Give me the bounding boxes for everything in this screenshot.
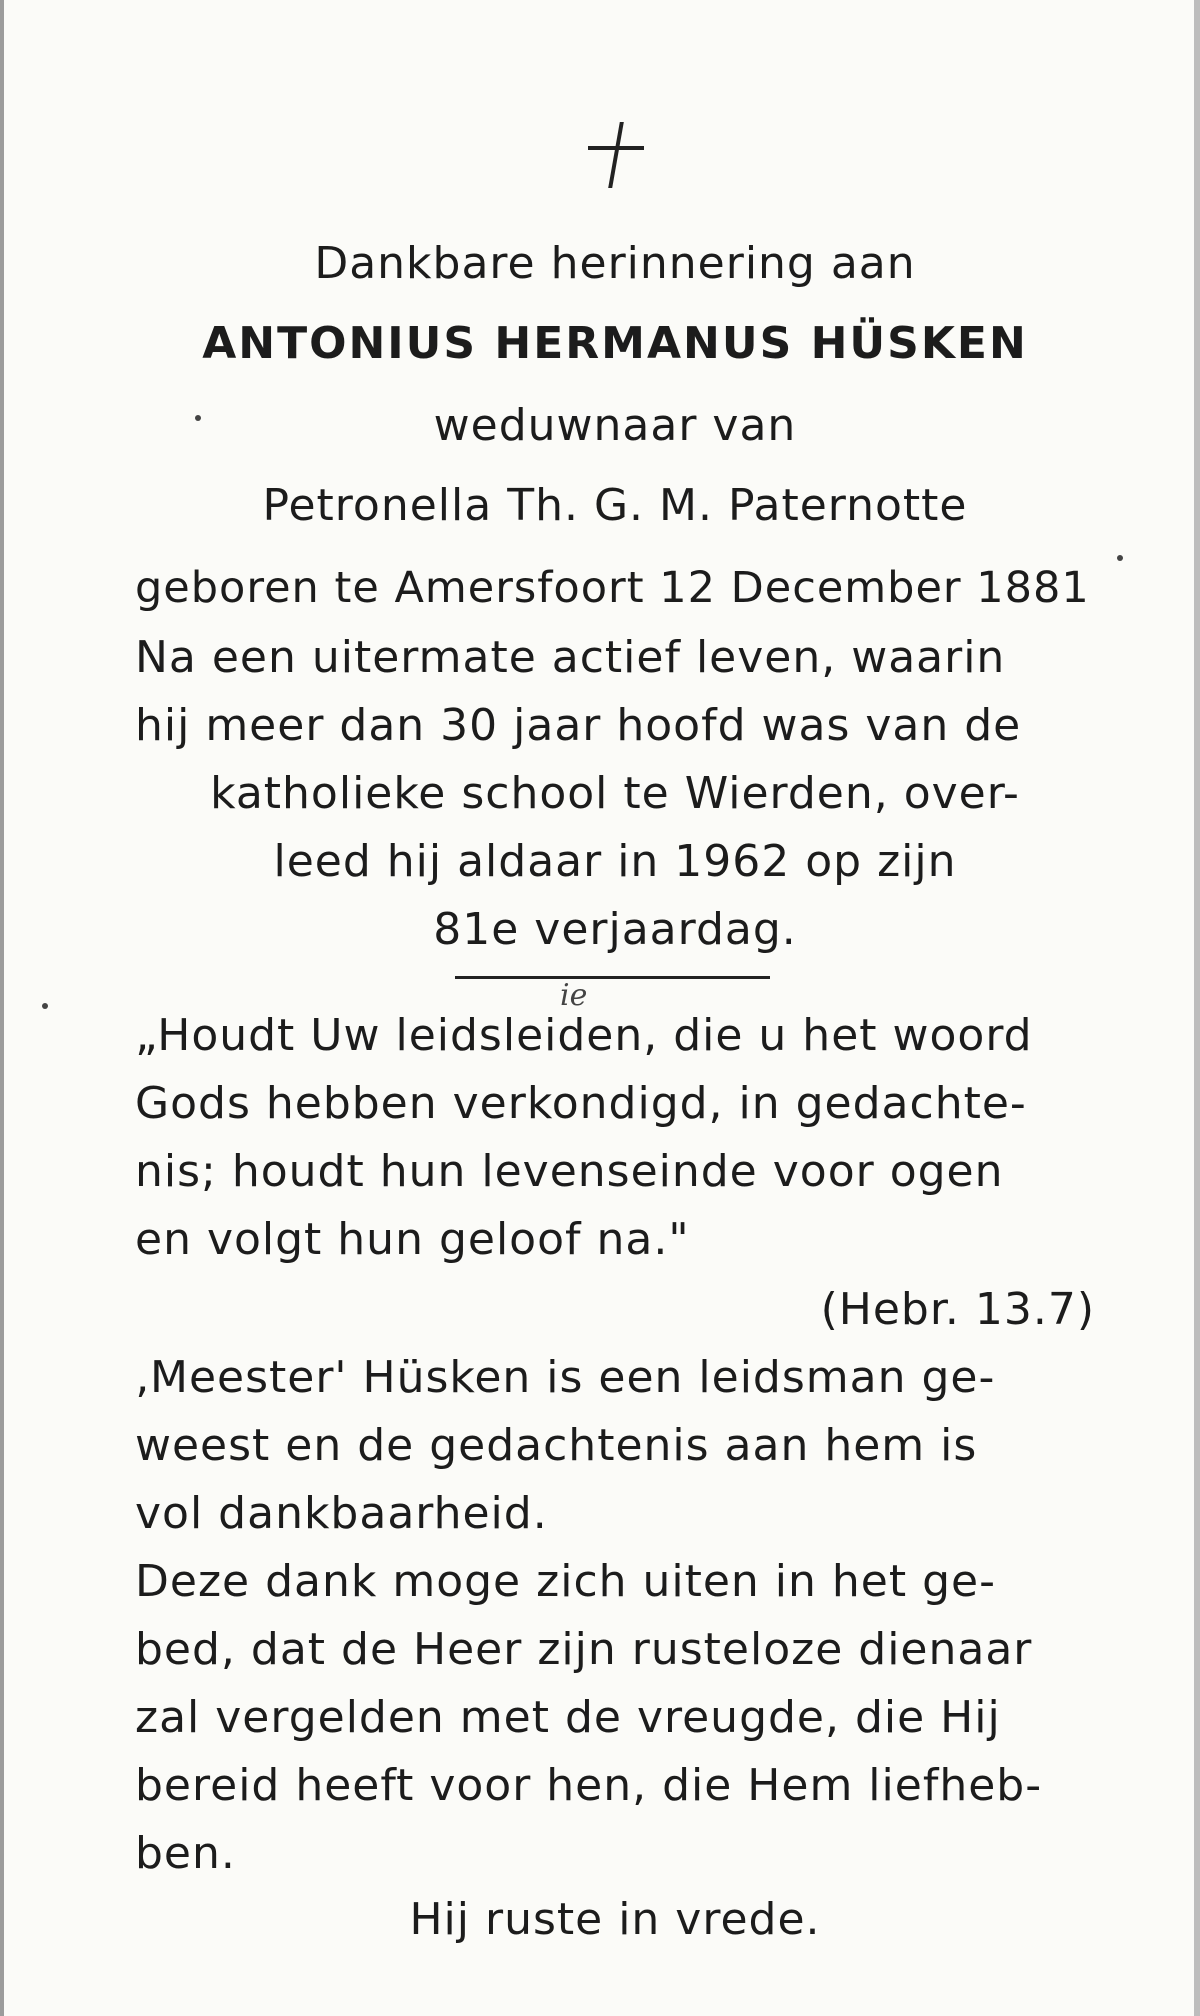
quote-line: en volgt hun geloof na." — [135, 1214, 690, 1265]
birth-text: geboren te Amersfoort 12 December 1881 — [135, 563, 1090, 613]
closing-text: Hij ruste in vrede. — [409, 1894, 821, 1945]
tribute-line: ‚Meester' Hüsken is een leidsman ge- — [135, 1352, 996, 1403]
quote-line: Gods hebben verkondigd, in gedachte- — [135, 1078, 1027, 1129]
spouse-name: Petronella Th. G. M. Paternotte — [262, 480, 968, 531]
tribute-line: weest en de gedachtenis aan hem is — [135, 1420, 978, 1471]
life-line: Na een uitermate actief leven, waarin — [135, 632, 1006, 683]
card-left-edge — [0, 0, 4, 2016]
divider-rule — [455, 976, 770, 979]
tribute-line: vol dankbaarheid. — [135, 1488, 548, 1539]
prayer-line: ben. — [135, 1828, 236, 1879]
print-speck — [42, 1003, 48, 1009]
print-speck — [1117, 555, 1123, 561]
life-line: katholieke school te Wierden, over- — [210, 768, 1020, 819]
cross-icon — [580, 118, 650, 193]
relation-text: weduwnaar van — [433, 400, 797, 451]
prayer-line: bed, dat de Heer zijn rusteloze dienaar — [135, 1624, 1033, 1675]
card-right-edge — [1194, 0, 1200, 2016]
prayer-line: bereid heeft voor hen, die Hem liefheb- — [135, 1760, 1043, 1811]
prayer-line: zal vergelden met de vreugde, die Hij — [135, 1692, 1001, 1743]
life-line: leed hij aldaar in 1962 op zijn — [273, 836, 957, 887]
prayer-line: Deze dank moge zich uiten in het ge- — [135, 1556, 996, 1607]
life-line: hij meer dan 30 jaar hoofd was van de — [135, 700, 1022, 751]
quote-line: „Houdt Uw leidsleiden, die u het woord — [135, 1010, 1033, 1061]
life-line: 81e verjaardag. — [433, 904, 797, 955]
quote-reference: (Hebr. 13.7) — [820, 1284, 1095, 1335]
deceased-name: ANTONIUS HERMANUS HÜSKEN — [202, 318, 1028, 369]
heading-text: Dankbare herinnering aan — [314, 238, 916, 289]
handwritten-correction: ie — [560, 978, 588, 1013]
quote-line: nis; houdt hun levenseinde voor ogen — [135, 1146, 1004, 1197]
